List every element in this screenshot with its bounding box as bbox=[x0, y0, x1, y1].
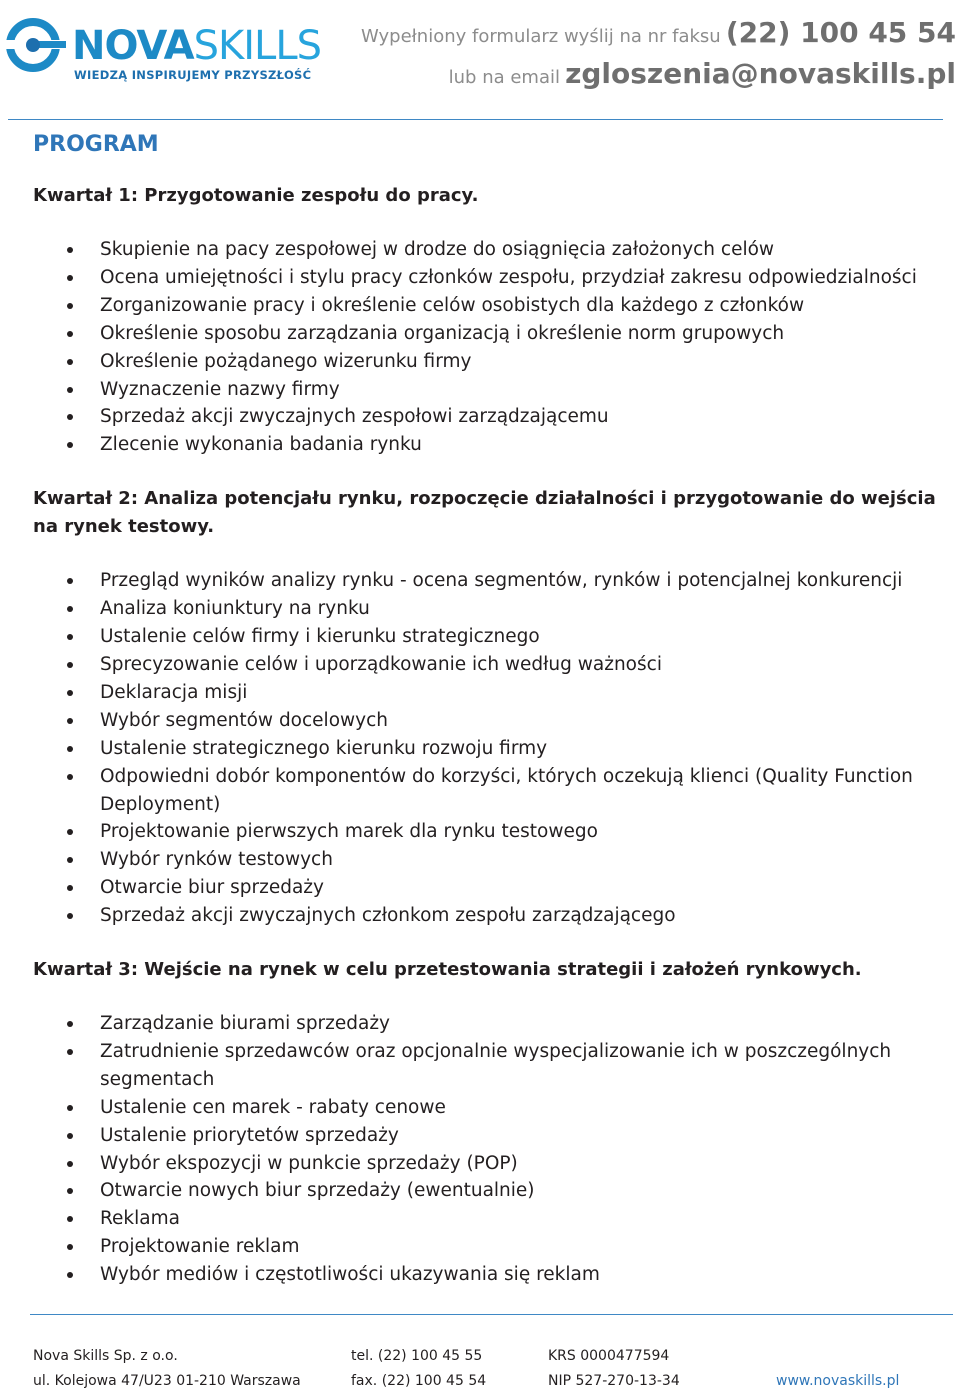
fax-number: (22) 100 45 54 bbox=[725, 16, 956, 49]
list-item: Wybór rynków testowych bbox=[33, 846, 958, 874]
list-item: Skupienie na pacy zespołowej w drodze do osiągnięcia założonych celów bbox=[33, 236, 958, 264]
list-item: Zorganizowanie pracy i określenie celów osobistych dla każdego z członków bbox=[33, 292, 958, 320]
page-footer bbox=[33, 1346, 933, 1392]
list-item: Otwarcie biur sprzedaży bbox=[33, 874, 958, 902]
quarter-3-list bbox=[33, 1010, 958, 1289]
list-item: Ustalenie strategicznego kierunku rozwoju firmy bbox=[33, 735, 958, 763]
list-item: Wybór ekspozycji w punkcie sprzedaży (POP) bbox=[33, 1150, 958, 1178]
quarter-2-title: Kwartał 2: Analiza potencjału rynku, rozpoczęcie działalności i przygotowanie do wejścia na rynek testowy. bbox=[33, 488, 936, 538]
list-item: Odpowiedni dobór komponentów do korzyści, których oczekują klienci (Quality Function Deployment) bbox=[33, 763, 958, 819]
fax-label: Wypełniony formularz wyślij na nr faksu bbox=[361, 26, 721, 47]
footer-nip: NIP 527-270-13-34 bbox=[548, 1373, 680, 1389]
fax-contact bbox=[361, 16, 956, 49]
list-item: Określenie pożądanego wizerunku firmy bbox=[33, 348, 958, 376]
footer-website-link[interactable]: www.novaskills.pl bbox=[776, 1373, 900, 1389]
list-item: Określenie sposobu zarządzania organizacją i określenie norm grupowych bbox=[33, 320, 958, 348]
header-divider bbox=[8, 119, 943, 120]
footer-tel: tel. (22) 100 45 55 bbox=[351, 1348, 483, 1364]
list-item: Reklama bbox=[33, 1205, 958, 1233]
list-item: Otwarcie nowych biur sprzedaży (ewentualnie) bbox=[33, 1177, 958, 1205]
list-item: Ustalenie cen marek - rabaty cenowe bbox=[33, 1094, 958, 1122]
quarter-3-title: Kwartał 3: Wejście na rynek w celu przetestowania strategii i założeń rynkowych. bbox=[33, 959, 862, 981]
list-item: Zlecenie wykonania badania rynku bbox=[33, 431, 958, 459]
list-item: Wyznaczenie nazwy firmy bbox=[33, 376, 958, 404]
footer-krs: KRS 0000477594 bbox=[548, 1348, 670, 1364]
list-item: Analiza koniunktury na rynku bbox=[33, 595, 958, 623]
email-address[interactable]: zgloszenia@novaskills.pl bbox=[565, 57, 956, 90]
quarter-1-list bbox=[33, 236, 958, 459]
program-title: PROGRAM bbox=[33, 132, 159, 157]
quarter-2-list bbox=[33, 567, 958, 930]
email-contact bbox=[449, 57, 956, 90]
list-item: Przegląd wyników analizy rynku - ocena segmentów, rynków i potencjalnej konkurencji bbox=[33, 567, 958, 595]
footer-fax: fax. (22) 100 45 54 bbox=[351, 1373, 487, 1389]
footer-divider bbox=[30, 1314, 953, 1315]
footer-address: ul. Kolejowa 47/U23 01-210 Warszawa bbox=[33, 1373, 301, 1389]
novaskills-logo bbox=[6, 12, 351, 84]
logo-wordmark: NOVASKILLS bbox=[72, 23, 321, 69]
list-item: Sprzedaż akcji zwyczajnych członkom zespołu zarządzającego bbox=[33, 902, 958, 930]
email-label: lub na email bbox=[448, 67, 560, 88]
list-item: Zatrudnienie sprzedawców oraz opcjonalnie wyspecjalizowanie ich w poszczególnych segmentach bbox=[33, 1038, 958, 1094]
list-item: Wybór segmentów docelowych bbox=[33, 707, 958, 735]
list-item: Sprecyzowanie celów i uporządkowanie ich według ważności bbox=[33, 651, 958, 679]
list-item: Ustalenie priorytetów sprzedaży bbox=[33, 1122, 958, 1150]
list-item: Deklaracja misji bbox=[33, 679, 958, 707]
footer-company: Nova Skills Sp. z o.o. bbox=[33, 1348, 178, 1364]
list-item: Ocena umiejętności i stylu pracy członków zespołu, przydział zakresu odpowiedzialności bbox=[33, 264, 958, 292]
list-item: Sprzedaż akcji zwyczajnych zespołowi zarządzającemu bbox=[33, 403, 958, 431]
list-item: Ustalenie celów firmy i kierunku strategicznego bbox=[33, 623, 958, 651]
list-item: Zarządzanie biurami sprzedaży bbox=[33, 1010, 958, 1038]
list-item: Wybór mediów i częstotliwości ukazywania się reklam bbox=[33, 1261, 958, 1289]
program-content bbox=[33, 128, 958, 1289]
list-item: Projektowanie pierwszych marek dla rynku testowego bbox=[33, 818, 958, 846]
quarter-1-title: Kwartał 1: Przygotowanie zespołu do pracy. bbox=[33, 185, 479, 206]
logo-tagline: WIEDZĄ INSPIRUJEMY PRZYSZŁOŚĆ bbox=[74, 68, 312, 82]
logo-eye-icon bbox=[6, 18, 68, 80]
list-item: Projektowanie reklam bbox=[33, 1233, 958, 1261]
